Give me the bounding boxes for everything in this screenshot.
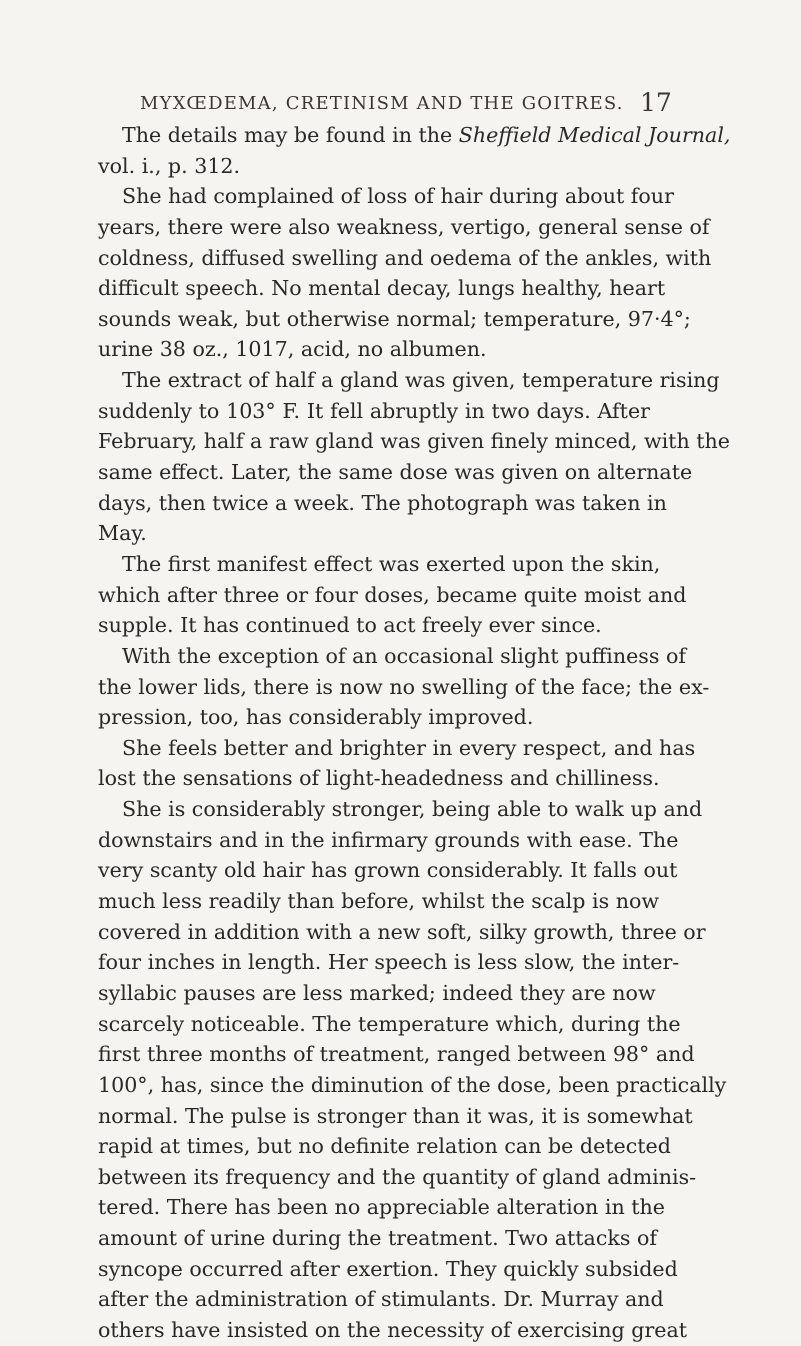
text-line: lost the sensations of light-headedness and chilliness. — [98, 766, 660, 791]
text-line: suddenly to 103° F. It fell abruptly in two days. After — [98, 398, 650, 423]
text-line: coldness, diffused swelling and oedema of the ankles, with — [98, 245, 712, 270]
text-line: between its frequency and the quantity of gland adminis- — [98, 1164, 697, 1189]
body-text — [98, 120, 731, 1346]
text-line: the lower lids, there is now no swelling of the face; the ex- — [98, 674, 710, 699]
text-line: syncope occurred after exertion. They quickly subsided — [98, 1256, 678, 1281]
text-line: four inches in length. Her speech is less slow, the inter- — [98, 950, 680, 975]
text-line: February, half a raw gland was given finely minced, with the — [98, 429, 730, 454]
running-head: MYXŒDEMA, CRETINISM AND THE GOITRES. — [140, 93, 624, 114]
text-line: tered. There has been no appreciable alteration in the — [98, 1195, 665, 1220]
text-line: urine 38 oz., 1017, acid, no albumen. — [98, 337, 487, 362]
text-line: very scanty old hair has grown considerably. It falls out — [98, 858, 678, 883]
text-run: The details may be found in the — [122, 123, 459, 147]
page-number: 17 — [640, 88, 672, 117]
text-line: days, then twice a week. The photograph was taken in — [98, 490, 667, 515]
text-line: The extract of half a gland was given, temperature rising — [122, 368, 720, 393]
text-line: With the exception of an occasional slight puffiness of — [122, 643, 686, 668]
text-line: scarcely noticeable. The temperature which, during the — [98, 1011, 681, 1036]
text-line: She had complained of loss of hair during about four — [122, 184, 674, 209]
text-line: normal. The pulse is stronger than it was, it is somewhat — [98, 1103, 693, 1128]
text-line: downstairs and in the infirmary grounds with ease. The — [98, 827, 679, 852]
text-line: amount of urine during the treatment. Two attacks of — [98, 1226, 657, 1251]
text-line: pression, too, has considerably improved. — [98, 705, 534, 730]
text-line: which after three or four doses, became quite moist and — [98, 582, 687, 607]
text-line: vol. i., p. 312. — [98, 153, 241, 178]
text-line: rapid at times, but no definite relation can be detected — [98, 1134, 671, 1159]
text-line: after the administration of stimulants. Dr. Murray and — [98, 1287, 664, 1312]
journal-title: Sheffield Medical Journal, — [458, 123, 731, 147]
text-line: sounds weak, but otherwise normal; temperature, 97·4°; — [98, 306, 691, 331]
text-line: difficult speech. No mental decay, lungs healthy, heart — [98, 276, 666, 301]
text-line: others have insisted on the necessity of exercising great — [98, 1317, 688, 1342]
text-line — [98, 120, 731, 151]
text-line: 100°, has, since the diminution of the dose, been practically — [98, 1072, 727, 1097]
text-line: syllabic pauses are less marked; indeed they are now — [98, 980, 656, 1005]
text-line: She feels better and brighter in every respect, and has — [122, 735, 696, 760]
text-line: same effect. Later, the same dose was given on alternate — [98, 460, 693, 485]
text-line: first three months of treatment, ranged between 98° and — [98, 1042, 695, 1067]
text-line: covered in addition with a new soft, silky growth, three or — [98, 919, 706, 944]
text-line: She is considerably stronger, being able to walk up and — [122, 797, 703, 822]
text-line: years, there were also weakness, vertigo, general sense of — [98, 214, 710, 239]
text-line: supple. It has continued to act freely ever since. — [98, 613, 602, 638]
text-line: much less readily than before, whilst the scalp is now — [98, 889, 659, 914]
text-line: The first manifest effect was exerted upon the skin, — [122, 551, 661, 576]
text-line: May. — [98, 521, 147, 546]
